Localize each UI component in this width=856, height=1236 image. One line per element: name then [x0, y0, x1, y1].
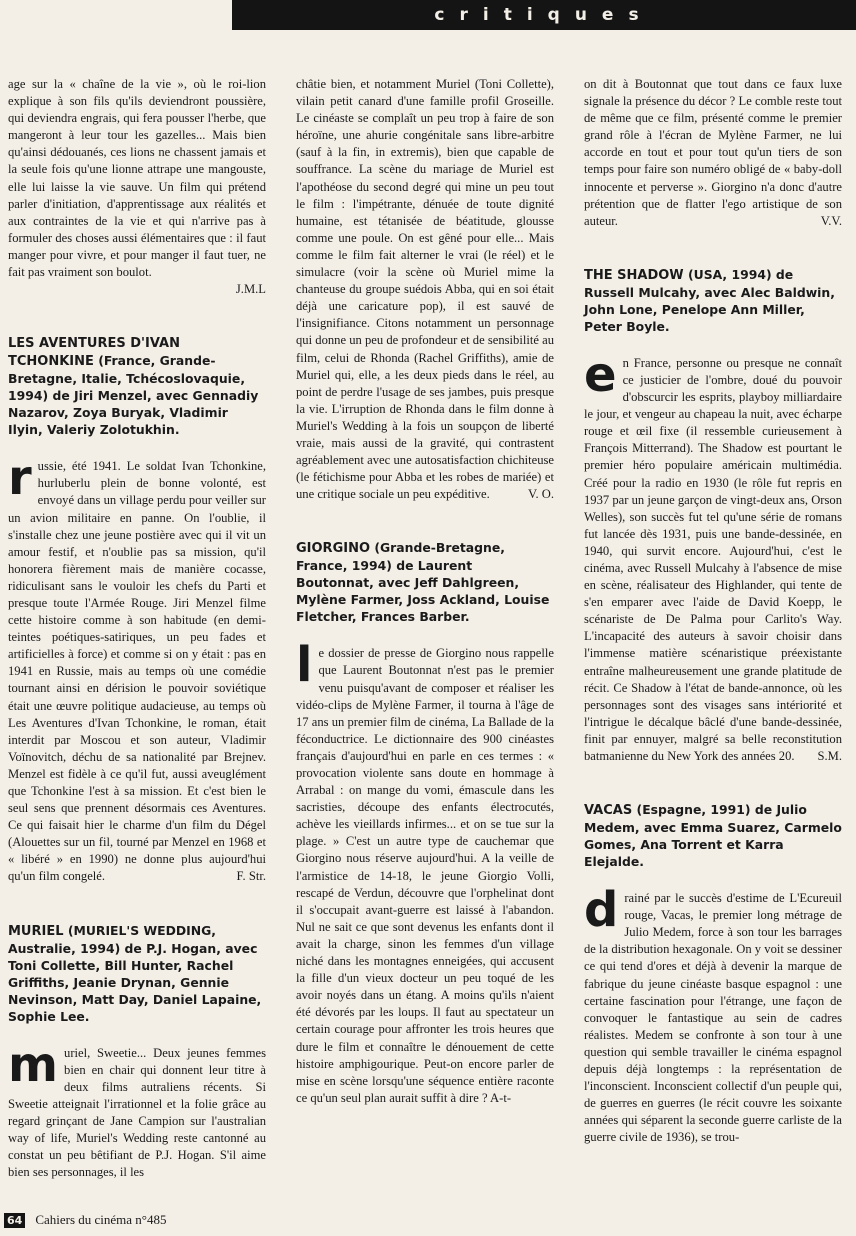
review-text: rainé par le succès d'estime de L'Ecureuil rouge, Vacas, le premier long métrage de Julio Medem, force à son tour les barrages de la distribution hexagonale. On y voit se dessiner ce qui tend d'ores et déjà à devenir la marque de fabrique du jeune cinéaste basque espagnol : une certaine fascination pour l'étrange, une façon de convoquer le fantastique au sein de cadres réalistes. Medem se confronte à son tour à une question qui semble travailler le cinéma espagnol depuis déjà longtemps : la représentation de l'inconscient. Inconscient collectif d'un peuple qui, de guerres en guerres (le récit couvre les soixante années qui séparent la seconde guerre carliste de la guerre civile de 1936), se trou- — [584, 891, 842, 1145]
review-signature: S.M. — [817, 749, 842, 763]
review-signature: V. O. — [527, 487, 554, 502]
review-title: LES AVENTURES D'IVAN TCHONKINE — [8, 336, 180, 370]
review-text: ussie, été 1941. Le soldat Ivan Tchonkine, hurluberlu plein de bonne volonté, est envoyé dans un village perdu pour veiller sur un avion militaire en panne. On l'oublie, il s'installe chez une jeune postière avec qui il vit un amour festif, et n'oublie pas sa mission, qu'il honorera fièrement mais de manière cocasse, ridiculisant sans le vouloir les chefs du Parti et presque toute l'Armée Rouge. Jiri Menzel filme cette histoire comme à son habitude (en demi-teintes poétiques-satiriques, un peu fades et artificielles à force) et comme si on y était : pas en 1941 en Russie, mais au temps où une comédie tournant ainsi en dérision le pouvoir soviétique était une œuvre politique audacieuse, au temps où Les Aventures d'Ivan Tchonkine, le roman, était interdit par Moscou et son auteur, Vladimir Voïnovitch, déchu de sa nationalité par Brejnev. Menzel est fidèle à ce qu'il fut, aussi aveuglément que Tchonkine l'est à sa mission. Et c'est bien le seul sens que prennent désormais ces Aventures. Ce qui faisait hier le charme d'un film du Dégel (Alouettes sur un fil, tourné par Menzel en 1968 et « libéré » en 1990) ne donne plus aujourd'hui qu'un film congelé. — [8, 459, 266, 884]
review-signature: V.V. — [820, 213, 842, 228]
review-credits: (Grande-Bretagne, France, 1994) de Laurent Boutonnat, avec Jeff Dahlgreen, Mylène Farmer, Joss Ackland, Louise Fletcher, Frances Barber. — [296, 540, 550, 625]
column-3 — [584, 76, 842, 1166]
dropcap: m — [8, 1036, 59, 1093]
page-number: 64 — [4, 1213, 25, 1228]
review-body-vacas — [584, 882, 842, 1146]
dropcap: e — [584, 346, 617, 403]
review-title: GIORGINO — [296, 541, 371, 557]
review-signature: F. Str. — [236, 869, 266, 884]
section-title: critiques — [434, 5, 654, 25]
review-text: châtie bien, et notamment Muriel (Toni Collette), vilain petit canard d'une famille profil Groseille. Le cinéaste se complaît un peu trop à faire de son héroïne, une ahurie congénitale sans libre-arbitre (sauf à la fin, in extremis), bien que capable de souffrance. La scène du mariage de Muriel est l'apothéose du second degré qui mine un peu tout le film : l'impétrante, dénuée de toute dignité humaine, est tétanisée de béatitude, glousse comme une poule. On est gêné pour elle... Mais comme le film fait alterner le vrai (le réel) et le simulacre (voir la scène où Muriel mime la chanteuse du groupe suédois Abba, qui en soi était déjà une caricature pop), il est sauvé de l'insignifiance. Citons notamment un personnage qui donne un peu de profondeur et de sensibilité au film, celui de Rhonda (Rachel Griffiths), amie de Muriel qui, elle, a les deux pieds dans le réel, au point de perdre l'usage de ses jambes, puis presque la vie. L'irruption de Rhonda dans le film donne à Muriel's Wedding à la fois un soupçon de liberté vraie, mais aussi de la gravité, qui contrastent agréablement avec une autosatisfaction chichiteuse (le fétichisme pour Abba et les robes de mariée) et une critique sociale un peu expéditive. — [296, 77, 554, 502]
review-body-ivan — [8, 450, 266, 885]
review-title: VACAS — [584, 803, 633, 819]
review-heading-vacas — [584, 801, 842, 870]
review-title: THE SHADOW — [584, 267, 684, 283]
review-text: on dit à Boutonnat que tout dans ce faux luxe signale la présence du décor ? Le comble reste tout de même que ce film, présenté comme le premier grand rôle à l'écran de Mylène Farmer, ne lui accorde en tout et pour tout qu'un tiers de son temps pour faire son numéro obligé de « baby-doll innocente et perverse ». Giorgino n'a donc d'autre prétention que de flatter l'ego artistique de son auteur. — [584, 77, 842, 228]
review-heading-giorgino — [296, 539, 554, 625]
review-body-muriel-part2 — [296, 76, 554, 503]
review-text: n France, personne ou presque ne connaît ce justicier de l'ombre, doué du pouvoir d'obscurcir les esprits, playboy milliardaire le jour, et vengeur au chapeau la nuit, avec écharpe rouge et œil fixe (il ressemble curieusement à François Mitterrand). The Shadow est pourtant le premier héro populaire américain multimédia. Créé pour la radio en 1930 (le rôle fut repris en 1937 par un jeune garçon de vingt-deux ans, Orson Welles), son succès fut tel qu'une série de romans fut lancée dès 1931, puis une bande-dessinée, en 1940, qui survit encore. Aujourd'hui, c'est le cinéma, avec Russell Mulcahy à l'absence de mise en scène, réalisateur des Highlander, qui tente de s'en emparer avec l'aide de David Koepp, le scénariste de De Palma pour Carlito's Way. L'incapacité des auteurs à savoir choisir dans l'immense matière scénaristique préexistante entraîne malheureusement une grande platitude de récit. Ce Shadow à l'état de bande-annonce, où les personnages sont des visages sans intériorité et l'intrigue le décalque bâclé d'une bande-dessinée, finit par ennuyer, malgré sa belle reconstitution batmanienne du New York des années 20. — [584, 355, 842, 763]
review-credits: (MURIEL'S WEDDING, Australie, 1994) de P.J. Hogan, avec Toni Collette, Bill Hunter, Rachel Griffiths, Jeanie Drynan, Gennie Nevinson, Matt Day, Daniel Lapaine, Sophie Lee. — [8, 922, 262, 1024]
dropcap: l — [296, 637, 313, 694]
publication-name: Cahiers du cinéma n°485 — [35, 1212, 167, 1227]
review-heading-muriel — [8, 922, 266, 1025]
column-1 — [8, 76, 266, 1180]
dropcap: r — [8, 450, 32, 507]
review-heading-ivan — [8, 334, 266, 438]
column-2 — [296, 76, 554, 1166]
intro-text: age sur la « chaîne de la vie », où le roi-lion explique à son fils qu'ils deviendront poussière, qui deviendra engrais, qui fera pousser l'herbe, que mangeront à leur tour les gazelles... Mais bien qu'ainsi dédouanés, ces lions ne chassent jamais et la seule fois qu'une lionne attrape une mangouste, elle lui laisse la vie sauve. Un film qui prétend parler d'initiation, d'apprentissage aux réalités et aux contraintes de la vie et qui n'arrive pas à formuler des choses aussi élémentaires que : il faut manger pour vivre, et pour manger il faut tuer, ne fait pas vraiment son boulot. — [8, 77, 266, 280]
review-body-giorgino-part2 — [584, 76, 842, 230]
review-body-giorgino-part1 — [296, 637, 554, 1107]
review-credits: (Espagne, 1991) de Julio Medem, avec Emma Suarez, Carmelo Gomes, Ana Torrent et Karra Elejalde. — [584, 802, 842, 870]
review-title: MURIEL — [8, 923, 64, 939]
review-credits: (France, Grande-Bretagne, Italie, Tchécoslovaquie, 1994) de Jiri Menzel, avec Gennadiy Nazarov, Zoya Buryak, Vladimir Ilyin, Valeriy Zolotukhin. — [8, 353, 259, 438]
review-text: e dossier de presse de Giorgino nous rappelle que Laurent Boutonnat n'est pas le premier venu puisqu'avant de composer et réaliser les vidéo-clips de Mylène Farmer, il tourna à l'âge de 17 ans un premier film de cinéma, La Ballade de la féconductrice. Le dictionnaire des 900 cinéastes français d'aujourd'hui en parle en ces termes : « provocation violente sans doute en hommage à Arrabal : on mange du vomi, émascule dans les sacristies, découpe des enfants électrocutés, achève les vieillards infirmes... et on se tue sur la plage. » C'est un autre type de cauchemar que Giorgino nous réserve aujourd'hui. A la veille de l'armistice de 14-18, le jeune Giorgio Volli, rescapé de Verdun, découvre que l'orphelinat dont il s'occupait avant-guerre est laissé à l'abandon. Nul ne sait ce que sont devenus les enfants dont il avait la charge, sinon les femmes d'un village niché dans les montagnes enneigées, qui accusent la fille d'un vieux docteur un peu toqué de les avoir noyés dans un étang. A moins qu'ils n'aient été dévorés par les loups. Il faut au spectateur un certain courage pour affronter les trois heures que dure le film et connaître le dénouement de cette histoire amphigourique. Peut-on encore parler de mise en scène lorsqu'une séquence entière raconte ce qu'un seul plan aurait suffit à dire ? A-t- — [296, 646, 554, 1105]
review-credits: (USA, 1994) de Russell Mulcahy, avec Alec Baldwin, John Lone, Penelope Ann Miller, Peter Boyle. — [584, 266, 835, 334]
review-body-shadow — [584, 346, 842, 765]
intro-signature: J.M.L — [235, 282, 266, 297]
review-heading-shadow — [584, 266, 842, 335]
dropcap: d — [584, 882, 619, 939]
review-body-muriel-part1 — [8, 1036, 266, 1182]
page-footer — [4, 1210, 167, 1230]
review-text: uriel, Sweetie... Deux jeunes femmes bien en chair qui donnent leur titre à deux films autraliens récents. Si Sweetie atteignait l'irrationnel et la folie grâce au regard grinçant de Jane Campion sur l'australian way of life, Muriel's Wedding reste cantonné au constat un peu bêtifiant de P.J. Hogan. S'il aime bien ses personnages, il les — [8, 1045, 266, 1180]
